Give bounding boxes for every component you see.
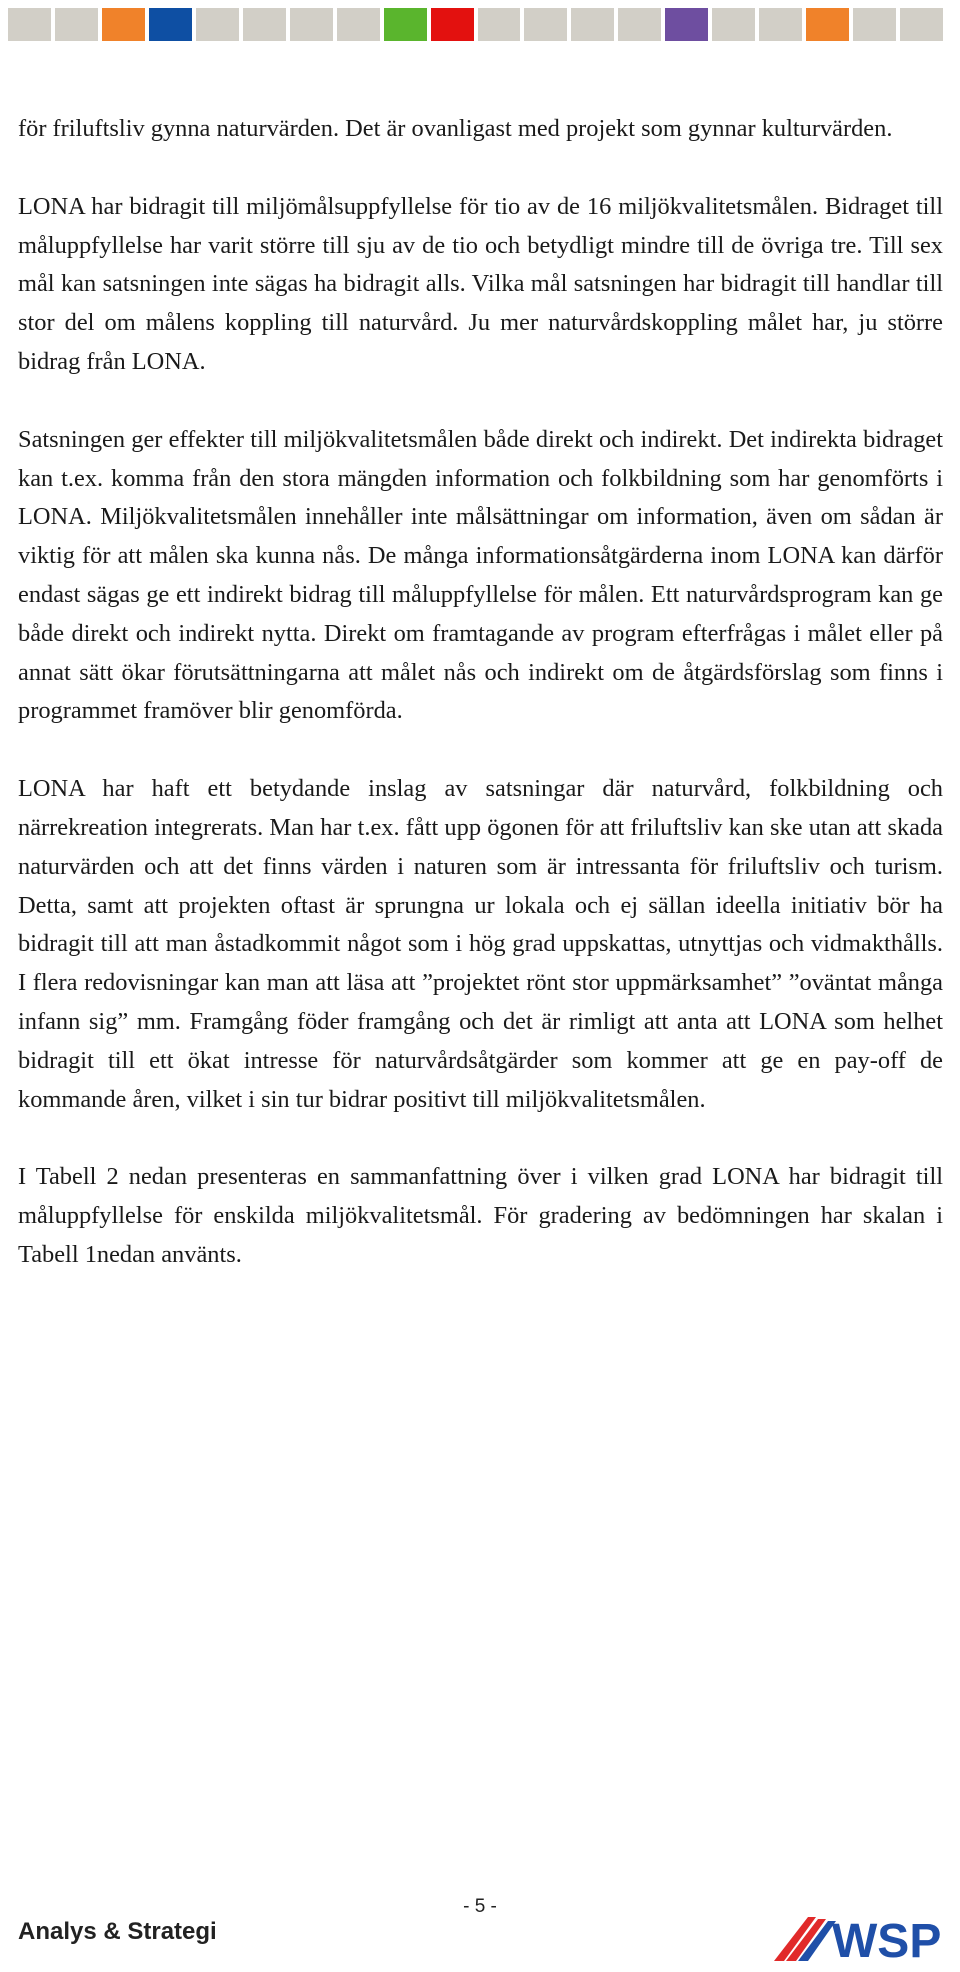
color-block <box>102 8 145 41</box>
color-block <box>806 8 849 41</box>
page-number: - 5 - <box>463 1896 497 1917</box>
logo-flag-icon <box>774 1917 836 1961</box>
color-block <box>337 8 380 41</box>
color-block <box>900 8 943 41</box>
color-block <box>8 8 51 41</box>
paragraph: LONA har bidragit till miljömålsuppfyllelse för tio av de 16 miljökvalitetsmålen. Bidraget till måluppfyllelse har varit större till sju av de tio och betydligt mindre till de övriga tre. Till sex mål kan satsningen inte sägas ha bidragit alls. Vilka mål satsningen har bidragit till handlar till stor del om målens koppling till naturvård. Ju mer naturvårdskoppling målet har, ju större bidrag från LONA. <box>18 192 943 375</box>
color-block <box>149 8 192 41</box>
footer-department-label: Analys & Strategi <box>18 1918 217 1945</box>
paragraph: I Tabell 2 nedan presenteras en sammanfattning över i vilken grad LONA har bidragit till måluppfyllelse för enskilda miljökvalitetsmål. För gradering av bedömningen har skalan i Tabell 1nedan använts. <box>18 1163 943 1268</box>
paragraph: LONA har haft ett betydande inslag av satsningar där naturvård, folkbildning och närrekreation integrerats. Man har t.ex. fått upp ögonen för att friluftsliv kan ske utan att skada naturvärden och att det finns värden i naturen som är intressanta för friluftsliv och turism. Detta, samt att projekten oftast är sprungna ur lokala och ej sällan ideella initiativ bör ha bidragit till att man åstadkommit något som i hög grad uppskattas, utnyttjas och vidmakthålls. I flera redovisningar kan man att läsa att ”projektet rönt stor uppmärksamhet” ”oväntat många infann sig” mm. Framgång föder framgång och det är rimligt att anta att LONA som helhet bidragit till ett ökat intresse för naturvårdsåtgärder som kommer att ge en pay-off de kommande åren, vilket i sin tur bidrar positivt till miljökvalitetsmålen. <box>18 775 943 1113</box>
color-block <box>478 8 521 41</box>
color-block <box>759 8 802 41</box>
document-body <box>18 110 943 1314</box>
color-block <box>243 8 286 41</box>
header-color-bar <box>8 8 943 41</box>
color-block <box>618 8 661 41</box>
color-block <box>196 8 239 41</box>
logo-text: WSP <box>832 1915 942 1963</box>
color-block <box>55 8 98 41</box>
color-block <box>524 8 567 41</box>
color-block <box>384 8 427 41</box>
color-block <box>431 8 474 41</box>
paragraph: Satsningen ger effekter till miljökvalitetsmålen både direkt och indirekt. Det indirekta bidraget kan t.ex. komma från den stora mängden information och folkbildning som har genomförts i LONA. Miljökvalitetsmålen innehåller inte målsättningar om information, även om sådan är viktig för att målen ska kunna nås. De många informationsåtgärderna inom LONA kan därför endast sägas ge ett indirekt bidrag till måluppfyllelse för målen. Ett naturvårdsprogram kan ge både direkt och indirekt nytta. Direkt om framtagande av program efterfrågas i målet eller på annat sätt ökar förutsättningarna att målet nås och indirekt om de åtgärdsförslag som finns i programmet framöver blir genomförda. <box>18 425 943 725</box>
wsp-logo <box>774 1903 960 1963</box>
paragraph: för friluftsliv gynna naturvärden. Det är ovanligast med projekt som gynnar kulturvärden. <box>18 115 893 142</box>
color-block <box>290 8 333 41</box>
color-block <box>571 8 614 41</box>
color-block <box>712 8 755 41</box>
color-block <box>853 8 896 41</box>
color-block <box>665 8 708 41</box>
